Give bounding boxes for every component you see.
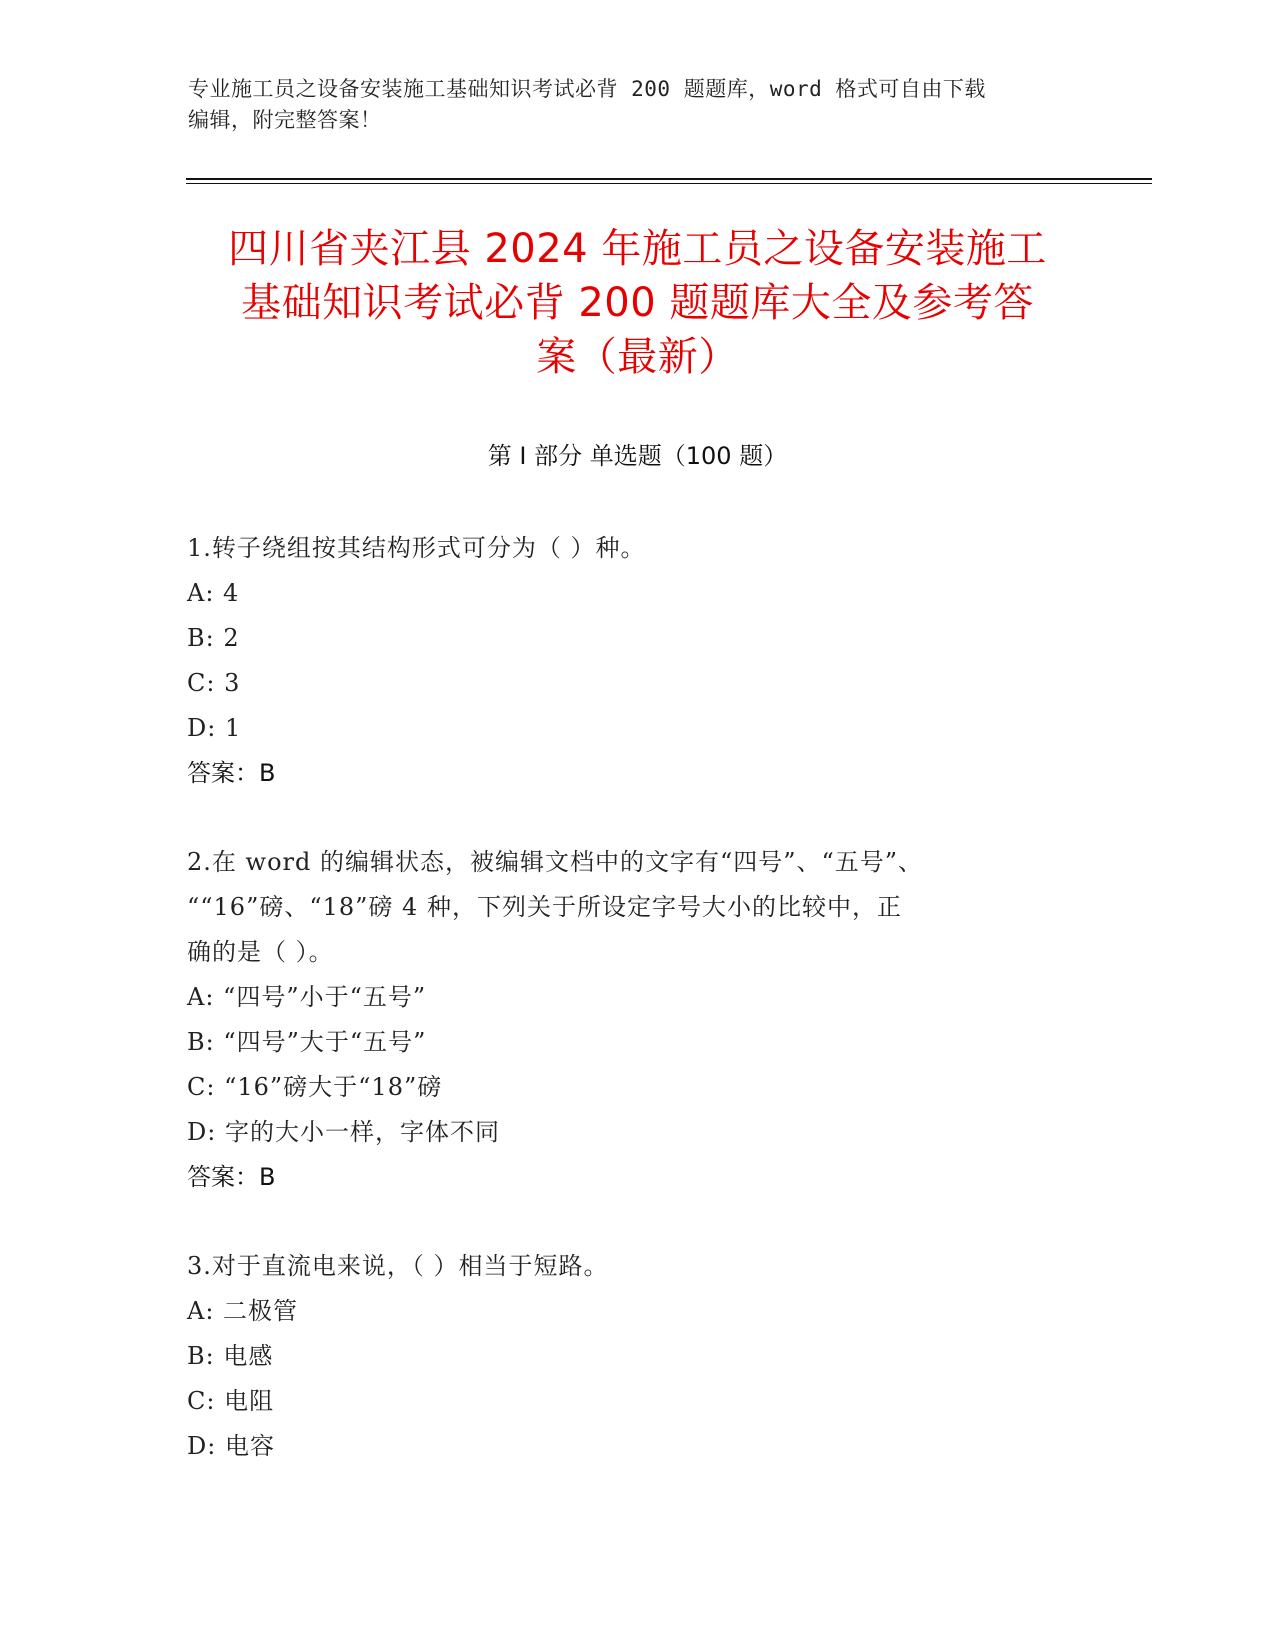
question-3 <box>187 1244 1067 1469</box>
option-b: B: “四号”大于“五号” <box>187 1028 427 1056</box>
option-a: A: “四号”小于“五号” <box>187 983 427 1011</box>
option-a: A: 二极管 <box>187 1297 299 1325</box>
document-title <box>160 222 1115 384</box>
question-stem: ““16”磅、“18”磅 4 种，下列关于所设定字号大小的比较中，正 <box>187 893 902 921</box>
question-stem: 确的是（ ）。 <box>187 938 334 966</box>
option-d: D: 电容 <box>187 1432 275 1460</box>
answer-label: 答案：B <box>187 1163 276 1191</box>
question-2 <box>187 840 1067 1200</box>
option-c: C: 3 <box>187 669 241 697</box>
header-note-line-2: 编辑，附完整答案！ <box>188 108 382 132</box>
question-1 <box>187 526 1067 796</box>
title-line-2: 基础知识考试必背 200 题题库大全及参考答 <box>241 280 1034 326</box>
option-d: D: 1 <box>187 714 242 742</box>
option-a: A: 4 <box>187 579 240 607</box>
option-d: D: 字的大小一样，字体不同 <box>187 1118 500 1146</box>
title-line-1: 四川省夹江县 2024 年施工员之设备安装施工 <box>228 226 1047 272</box>
question-stem: 3.对于直流电来说，（ ）相当于短路。 <box>187 1252 609 1280</box>
question-stem: 1.转子绕组按其结构形式可分为（ ）种。 <box>187 534 646 562</box>
option-c: C: “16”磅大于“18”磅 <box>187 1073 443 1101</box>
option-b: B: 2 <box>187 624 240 652</box>
option-c: C: 电阻 <box>187 1387 275 1415</box>
header-divider <box>186 178 1152 180</box>
option-b: B: 电感 <box>187 1342 274 1370</box>
question-stem: 2.在 word 的编辑状态，被编辑文档中的文字有“四号”、“五号”、 <box>187 848 924 876</box>
header-note <box>188 74 1088 136</box>
question-list <box>187 526 1067 1513</box>
answer-label: 答案：B <box>187 759 276 787</box>
header-divider-thin <box>186 183 1152 184</box>
header-note-line-1: 专业施工员之设备安装施工基础知识考试必背 200 题题库，word 格式可自由下载 <box>188 77 986 101</box>
title-line-3: 案（最新） <box>536 334 739 380</box>
section-heading: 第 I 部分 单选题（100 题） <box>487 442 788 470</box>
